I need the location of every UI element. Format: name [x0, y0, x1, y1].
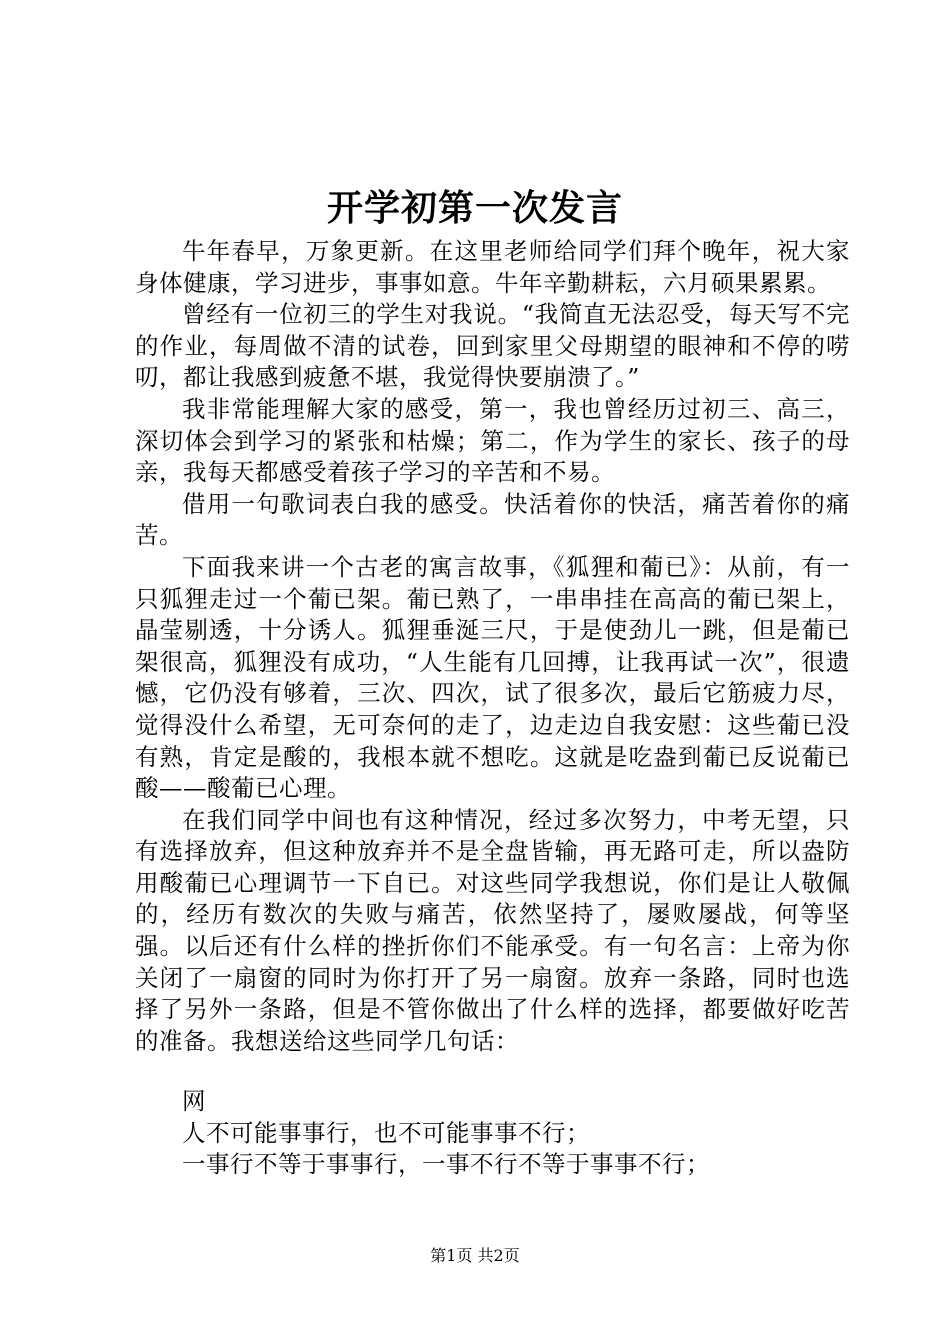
document-title: 开学初第一次发言: [326, 187, 623, 229]
quote-line: 网: [182, 1087, 206, 1115]
quote-lines: [182, 1086, 862, 1181]
document-body: [135, 236, 850, 1057]
paragraph: 牛年春早，万象更新。在这里老师给同学们拜个晚年，祝大家身体健康，学习进步，事事如意。牛年辛勤耕耘，六月硕果累累。: [135, 237, 850, 297]
paragraph: 借用一句歌词表白我的感受。快活着你的快活，痛苦着你的痛苦。: [135, 489, 850, 550]
paragraph: 我非常能理解大家的感受，第一，我也曾经历过初三、高三，深切体会到学习的紧张和枯燥；第二，作为学生的家长、孩子的母亲，我每天都感受着孩子学习的辛苦和不易。: [135, 394, 850, 487]
quote-line: 一事行不等于事事行，一事不行不等于事事不行；: [182, 1150, 710, 1179]
paragraph: 下面我来讲一个古老的寓言故事，《狐狸和葡已》：从前，有一只狐狸走过一个葡已架。葡已熟了，一串串挂在高高的葡已架上，晶莹剔透，十分诱人。狐狸垂涎三尺，于是使劲儿一跳，但是葡已架很高，狐狸没有成功，“人生能有几回搏，让我再试一次”，很遗憾，它仍没有够着，三次、四次，试了很多次，最后它筋疲力尽，觉得没什么希望，无可奈何的走了，边走边自我安慰：这些葡已没有熟，肯定是酸的，我根本就不想吃。这就是吃盎到葡已反说葡已酸——酸葡已心理。: [135, 552, 850, 803]
paragraph: 在我们同学中间也有这种情况，经过多次努力，中考无望，只有选择放弃，但这种放弃并不是全盘皆输，再无路可走，所以盎防用酸葡已心理调节一下自已。对这些同学我想说，你们是让人敬佩的，经历有数次的失败与痛苦，依然坚持了，屡败屡战，何等坚强。以后还有什么样的挫折你们不能承受。有一句名言：上帝为你关闭了一扇窗的同时为你打开了另一扇窗。放弃一条路，同时也选择了另外一条路，但是不管你做出了什么样的选择，都要做好吃苦的准备。我想送给这些同学几句话：: [135, 805, 850, 1055]
page-footer: 第1页 共2页: [430, 1246, 520, 1265]
quote-line: 人不可能事事行，也不可能事事不行；: [182, 1118, 590, 1147]
paragraph: 曾经有一位初三的学生对我说。“我简直无法忍受，每天写不完的作业，每周做不清的试卷，回到家里父母期望的眼神和不停的唠叨，都让我感到疲惫不堪，我觉得快要崩溃了。”: [135, 300, 850, 392]
